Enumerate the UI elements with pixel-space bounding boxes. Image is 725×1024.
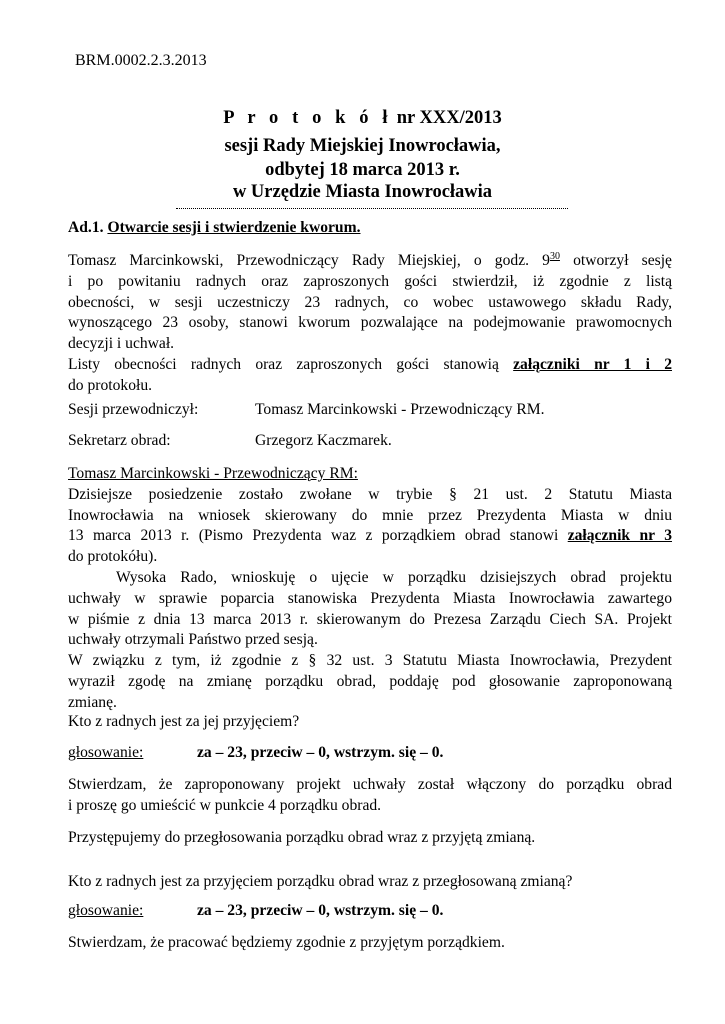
paragraph-line: wyraził zgodę na zmianę porządku obrad, poddaję pod głosowanie zaproponowaną [68,672,672,690]
paragraph-line: W związku z tym, iż zgodnie z § 32 ust. 3 Statutu Miasta Inowrocławia, Prezydent [68,652,672,670]
paragraph-line: decyzji i uchwał. [68,335,175,353]
vote-1-label: głosowanie: [68,744,144,761]
paragraph-line: obecności, w sesji uczestniczy 23 radnych, co wobec ustawowego składu Rady, [68,293,672,311]
statement-2: Przystępujemy do przegłosowania porządku obrad wraz z przyjętą zmianą. [68,829,536,846]
protocol-subtitle-place: w Urzędzie Miasta Inowrocławia [232,182,493,202]
dotted-divider [176,208,568,209]
vote-2-result: za – 23, przeciw – 0, wstrzym. się – 0. [197,902,444,919]
paragraph-line: uchwały w sprawie poparcia stanowiska Prezydenta Miasta Inowrocławia zawartego [68,589,672,607]
paragraph-line: do protokołu. [68,376,153,394]
chair-value: Tomasz Marcinkowski - Przewodniczący RM. [255,401,545,418]
paragraph-line: wynoszącego 23 osoby, stanowi kworum pozwalające na podejmowanie prawomocnych [68,314,672,332]
vote-1-result: za – 23, przeciw – 0, wstrzym. się – 0. [197,744,444,761]
reference-number: BRM.0002.2.3.2013 [75,52,207,69]
paragraph-line: Listy obecności radnych oraz zaproszonych gości stanowią załączniki nr 1 i 2 [68,355,672,373]
paragraph-line: i proszę go umieścić w punkcie 4 porządku obrad. [68,796,382,814]
secretary-value: Grzegorz Kaczmarek. [255,432,392,449]
paragraph-line: Dzisiejsze posiedzenie zostało zwołane w trybie § 21 ust. 2 Statutu Miasta [68,485,672,503]
statement-3: Stwierdzam, że pracować będziemy zgodnie z przyjętym porządkiem. [68,934,505,951]
protocol-title [0,107,725,130]
paragraph-line: do protokółu). [68,548,158,566]
protocol-subtitle-date: odbytej 18 marca 2013 r. [265,160,460,180]
secretary-label: Sekretarz obrad: [68,432,171,449]
question-1: Kto z radnych jest za jej przyjęciem? [68,713,300,730]
paragraph-line: Tomasz Marcinkowski, Przewodniczący Rady Miejskiej, o godz. $9^{30}$ otworzył sesję [68,251,672,269]
opening-paragraph [68,247,672,397]
paragraph-line: w piśmie z dnia 13 marca 2013 r. skierowanym do Prezesa Zarządu Ciech SA. Projekt [68,610,672,628]
paragraph-line: 13 marca 2013 r. (Pismo Prezydenta waz z porządkiem obrad stanowi załącznik nr 3 [68,527,672,545]
paragraph-line: uchwały otrzymali Państwo przed sesją. [68,631,318,649]
attachment-reference: załączniki nr 1 i 2 [513,355,672,373]
time-minutes-superscript: 30 [549,251,560,262]
attachment-reference: załącznik nr 3 [567,527,672,545]
paragraph-line: zmianę. [68,693,117,711]
statement-1 [68,775,672,817]
protocol-title-word: P r o t o k ó ł [223,108,393,128]
section-title: Otwarcie sesji i stwierdzenie kworum. [107,219,361,236]
paragraph-line: Inowrocławia na wniosek skierowany do mnie przez Prezydenta Miasta w dniu [68,506,672,524]
speaker-name: Tomasz Marcinkowski - Przewodniczący RM: [68,465,358,482]
section-number: Ad.1. [68,219,104,236]
protocol-subtitle-session: sesji Rady Miejskiej Inowrocławia, [224,136,501,156]
chair-label: Sesji przewodniczył: [68,401,199,418]
vote-2-label: głosowanie: [68,902,144,919]
protocol-title-number: nr XXX/2013 [396,108,502,128]
question-2: Kto z radnych jest za przyjęciem porządku obrad wraz z przegłosowaną zmianą? [68,873,573,890]
paragraph-line: i po powitaniu radnych oraz zaproszonych gości stwierdził, iż zgodnie z listą [68,272,672,290]
chair-speech [68,464,672,714]
paragraph-line: Stwierdzam, że zaproponowany projekt uchwały został włączony do porządku obrad [68,776,672,793]
paragraph-line: Wysoka Rado, wnioskuję o ujęcie w porządku dzisiejszych obrad projektu [116,568,672,586]
section-heading [68,218,672,239]
